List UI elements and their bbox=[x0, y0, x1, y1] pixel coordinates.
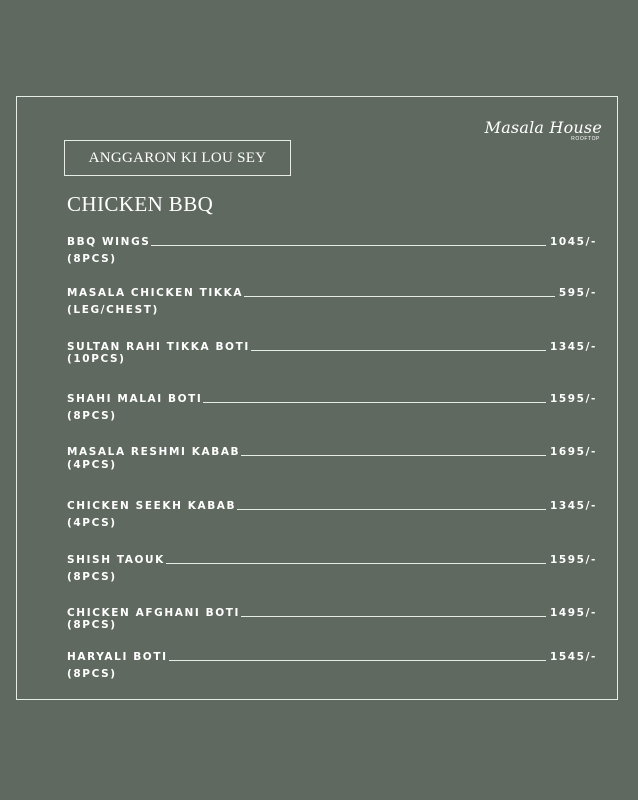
item-price: 1045/- bbox=[549, 236, 597, 248]
item-price: 1595/- bbox=[549, 554, 597, 566]
item-name: SHISH TAOUK bbox=[67, 554, 165, 566]
menu-item bbox=[67, 393, 597, 422]
item-price: 1495/- bbox=[549, 607, 597, 619]
item-note: (4PCS) bbox=[67, 459, 117, 471]
item-price: 1595/- bbox=[549, 393, 597, 405]
menu-item bbox=[67, 500, 597, 529]
leader-line bbox=[169, 651, 546, 661]
item-note: (4PCS) bbox=[67, 517, 117, 529]
item-note: (8PCS) bbox=[67, 571, 117, 583]
item-name: SULTAN RAHI TIKKA BOTI bbox=[67, 341, 250, 353]
item-name: BBQ WINGS bbox=[67, 236, 151, 248]
menu-item bbox=[67, 287, 597, 316]
leader-line bbox=[244, 287, 555, 297]
leader-line bbox=[241, 607, 546, 617]
leader-line bbox=[237, 500, 546, 510]
category-title: CHICKEN BBQ bbox=[67, 192, 214, 216]
item-note: (10PCS) bbox=[67, 353, 126, 365]
item-name: MASALA RESHMI KABAB bbox=[67, 446, 241, 458]
menu-item bbox=[67, 554, 597, 583]
item-name: CHICKEN AFGHANI BOTI bbox=[67, 607, 241, 619]
item-name: HARYALI BOTI bbox=[67, 651, 168, 663]
item-name: MASALA CHICKEN TIKKA bbox=[67, 287, 244, 299]
item-note: (8PCS) bbox=[67, 253, 117, 265]
item-price: 1695/- bbox=[549, 446, 597, 458]
leader-line bbox=[166, 554, 546, 564]
leader-line bbox=[241, 446, 546, 456]
item-name: CHICKEN SEEKH KABAB bbox=[67, 500, 237, 512]
section-title: ANGGARON KI LOU SEY bbox=[64, 140, 291, 176]
menu-item bbox=[67, 236, 597, 265]
item-note: (LEG/CHEST) bbox=[67, 304, 159, 316]
item-note: (8PCS) bbox=[67, 668, 117, 680]
menu-item bbox=[67, 341, 597, 365]
item-name: SHAHI MALAI BOTI bbox=[67, 393, 203, 405]
item-price: 1345/- bbox=[549, 341, 597, 353]
menu-item bbox=[67, 446, 597, 471]
item-price: 1345/- bbox=[549, 500, 597, 512]
brand-logo bbox=[482, 119, 602, 142]
item-price: 595/- bbox=[558, 287, 597, 299]
menu-item bbox=[67, 651, 597, 680]
leader-line bbox=[251, 341, 546, 351]
brand-name: Masala House bbox=[484, 118, 602, 137]
item-price: 1545/- bbox=[549, 651, 597, 663]
brand-tagline: ROOFTOP bbox=[571, 136, 600, 142]
item-note: (8PCS) bbox=[67, 619, 117, 631]
leader-line bbox=[151, 236, 546, 246]
menu-item bbox=[67, 607, 597, 631]
item-note: (8PCS) bbox=[67, 410, 117, 422]
leader-line bbox=[203, 393, 546, 403]
